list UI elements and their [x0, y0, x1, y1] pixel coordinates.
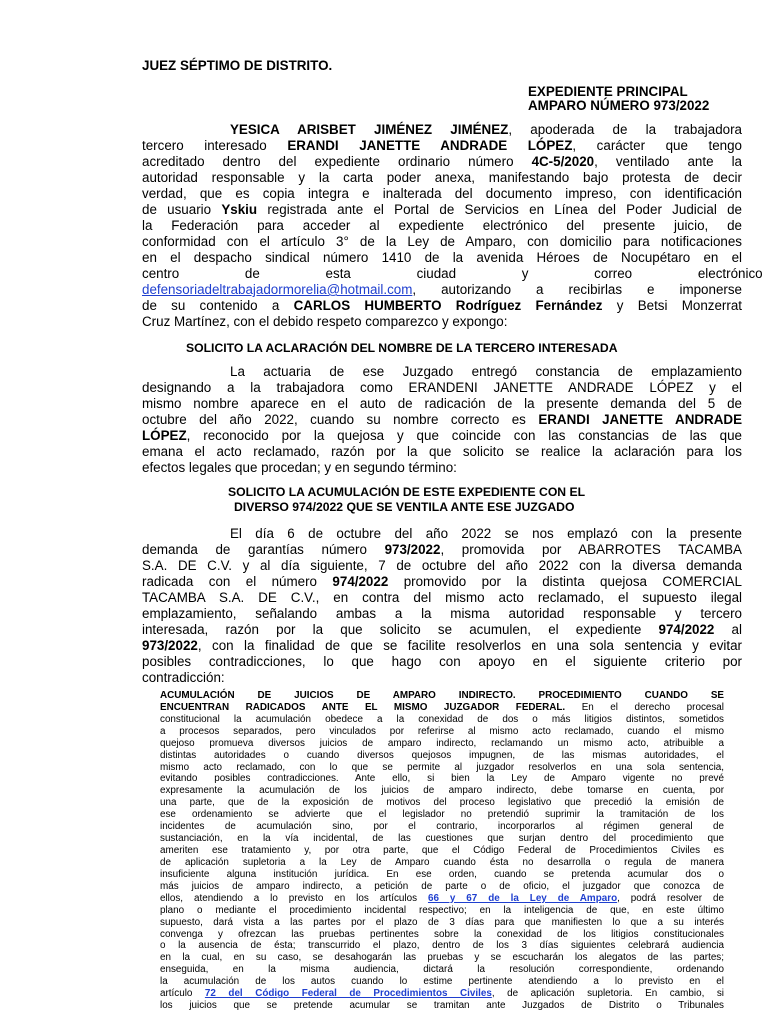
quote-line: plano o mediante el procedimiento incidental respectivo; en la inteligencia de que, en este último — [160, 904, 724, 916]
quote-line: artículo 72 del Código Federal de Procedimientos Civiles, de aplicación supletoria. En cambio, si — [160, 988, 724, 1000]
intro-line: defensoriadeltrabajadormorelia@hotmail.com, autorizando a recibirlas e imponerse — [142, 282, 742, 297]
quote-line: ellos, atendiendo a lo previsto en los artículos 66 y 67 de la Ley de Amparo, podrá resolver de — [160, 892, 724, 904]
section1-heading: SOLICITO LA ACLARACIÓN DEL NOMBRE DE LA TERCERO INTERESADA — [186, 341, 618, 355]
quote-line: enseguida, en la misma audiencia, dictará la resolución correspondiente, ordenando — [160, 964, 724, 976]
quote-line: expresamente la acumulación de los juicios de amparo indirecto, debe tomarse en cuenta, por — [160, 785, 724, 797]
section1-line: efectos legales que procedan; y en segundo término: — [142, 460, 457, 475]
quote-line: ACUMULACIÓN DE JUICIOS DE AMPARO INDIRECTO. PROCEDIMIENTO CUANDO SE — [160, 690, 724, 701]
section2-line: contradicción: — [142, 670, 225, 685]
quote-line: ese ordenamiento se advierte que el legislador no pretendió suprimir la tramitación de los — [160, 809, 724, 821]
intro-line: en el despacho sindical número 1410 de la avenida Héroes de Nocupétaro en el — [142, 250, 742, 265]
quote-line: constitucional la acumulación obedece a la conexidad de dos o más litigios distintos, sometidos — [160, 713, 724, 725]
section1-line: emana el acto reclamado, razón por la que solicito se realice la aclaración para los — [142, 444, 742, 459]
quote-line: ameriten ese tratamiento y, por otra parte, que el Código Federal de Procedimientos Civiles es — [160, 845, 724, 857]
quote-line: mismo acto reclamado, con lo que se permite al juzgador resolverlos en una sola sentencia, — [160, 761, 724, 773]
quote-line: de aplicación supletoria a la Ley de Amparo cuando ésta no desarrolla o regula de manera — [160, 856, 724, 868]
quote-line: los juicios que se pretende acumular se tramitan ante Juzgados de Distrito o Tribunales — [160, 1000, 724, 1012]
intro-line: tercero interesado ERANDI JANETTE ANDRADE LÓPEZ, carácter que tengo — [142, 138, 742, 153]
ley-de-amparo-link[interactable]: 66 y 67 de la Ley de Amparo — [427, 892, 618, 904]
section1-line: designando a la trabajadora como ERANDENI JANETTE ANDRADE LÓPEZ y el — [142, 380, 742, 395]
quote-line: más juicios de amparo indirecto, a petición de parte o de oficio, el juzgador que conozca de — [160, 880, 724, 892]
section2-heading-line2: DIVERSO 974/2022 QUE SE VENTILA ANTE ESE JUZGADO — [234, 500, 575, 514]
section2-heading-line1: SOLICITO LA ACUMULACIÓN DE ESTE EXPEDIENTE CON EL — [228, 485, 586, 499]
section2-line: 973/2022, con la finalidad de que se facilite resolverlos en una sola sentencia y evitar — [142, 638, 742, 653]
intro-line: verdad, que es copia integra e inalterada del documento impreso, con identificación — [142, 186, 742, 201]
quote-line: distintas autoridades o cuando diversos quejosos impugnen, de las mismas autoridades, el — [160, 749, 724, 761]
quote-line: en la cual, en su caso, se desahogarán las pruebas y se escucharán los alegatos de las partes; — [160, 952, 724, 964]
section2-line: interesada, razón por la que solicito se acumulen, el expediente 974/2022 al — [142, 622, 742, 637]
section1-line: La actuaria de ese Juzgado entregó constancia de emplazamiento — [230, 364, 742, 379]
intro-line: de su contenido a CARLOS HUMBERTO Rodríguez Fernández y Betsi Monzerrat — [142, 298, 743, 313]
intro-line: YESICA ARISBET JIMÉNEZ JIMÉNEZ, apoderada de la trabajadora — [230, 122, 742, 137]
section2-line: emplazamiento, señalando ambas a la misma autoridad responsable y tercero — [142, 606, 742, 621]
intro-line: de usuario Yskiu registrada ante el Portal de Servicios en Línea del Poder Judicial de — [142, 202, 742, 217]
section1-line: mismo nombre aparece en el auto de radicación de la presente demanda del 5 de — [142, 396, 742, 411]
quote-line: supuesto, dará vista a las partes por el plazo de 3 días para que manifiesten lo que a su interés — [160, 916, 724, 928]
file-label: EXPEDIENTE PRINCIPAL — [528, 84, 688, 99]
quote-line: incidentes de acumulación sino, por el contrario, incorporarlos al régimen general de — [160, 821, 724, 833]
intro-line: Cruz Martínez, con el debido respeto comparezco y expongo: — [142, 314, 508, 329]
section2-line: TACAMBA S.A. DE C.V., en contra del mismo acto reclamado, el supuesto ilegal — [142, 590, 742, 605]
codigo-federal-link[interactable]: 72 del Código Federal de Procedimientos Civiles — [204, 988, 492, 1000]
intro-line: autoridad responsable y la carta poder anexa, manifestando bajo protesta de decir — [142, 170, 742, 185]
quote-line: o la ausencia de ésta; transcurrido el plazo, dentro de los 3 días siguientes celebrará audiencia — [160, 940, 724, 952]
intro-line: acreditado dentro del expediente ordinario número 4C-5/2020, ventilado ante la — [142, 154, 742, 169]
quote-line: la acumulación de los autos cuando lo estime pertinente atendiendo a lo previsto en el — [160, 976, 724, 988]
section2-line: radicada con el número 974/2022 promovido por la distinta quejosa COMERCIAL — [142, 574, 742, 589]
quote-line: una parte, que de la exposición de motivos del proceso legislativo que precedió la emisión de — [160, 797, 724, 809]
section2-line: demanda de garantías número 973/2022, promovida por ABARROTES TACAMBA — [142, 542, 742, 557]
quote-line: convenga y ofrezcan las pruebas pertinentes sobre la conexidad de los litigios constitucionales — [160, 928, 724, 940]
intro-line: centro de esta ciudad y correo electrónico — [142, 266, 763, 281]
court-addressee: JUEZ SÉPTIMO DE DISTRITO. — [142, 58, 333, 73]
intro-line: conformidad con el artículo 3° de la Ley de Amparo, con domicilio para notificaciones — [142, 234, 742, 249]
email-link[interactable]: defensoriadeltrabajadormorelia@hotmail.com — [142, 282, 413, 297]
quote-line: a procesos separados, pero vinculados por referirse al mismo acto reclamado, cuando el mismo — [160, 725, 724, 737]
section1-line: LÓPEZ, reconocido por la quejosa y que coincide con las constancias de las que — [142, 428, 742, 443]
quote-line: quejoso promueva diversos juicios de amparo indirecto, reclamando un mismo acto, atribuible a — [160, 737, 724, 749]
section1-line: octubre del año 2022, cuando su nombre correcto es ERANDI JANETTE ANDRADE — [142, 412, 743, 427]
section2-line: El día 6 de octubre del año 2022 se nos emplazó con la presente — [230, 526, 742, 541]
amparo-number: AMPARO NÚMERO 973/2022 — [528, 98, 710, 113]
quote-line: evitando posibles contradicciones. Ante ello, si bien la Ley de Amparo vigente no prevé — [160, 773, 724, 785]
intro-line: la Federación para acceder al expediente electrónico del presente juicio, de — [142, 218, 742, 233]
section2-line: posibles contradicciones, lo que hago con apoyo en el siguiente criterio por — [142, 654, 742, 669]
quote-line: ENCUENTRAN RADICADOS ANTE EL MISMO JUZGADOR FEDERAL. En el derecho procesal — [160, 701, 724, 713]
quote-line: sustanciación, en la vía incidental, de las cuestiones que surjan dentro del procedimiento que — [160, 833, 724, 845]
quote-line: insuficiente alguna institución jurídica. En ese orden, cuando se pretenda acumular dos o — [160, 868, 724, 880]
section2-line: S.A. DE C.V. y al día siguiente, 7 de octubre del año 2022 con la diversa demanda — [142, 558, 742, 573]
